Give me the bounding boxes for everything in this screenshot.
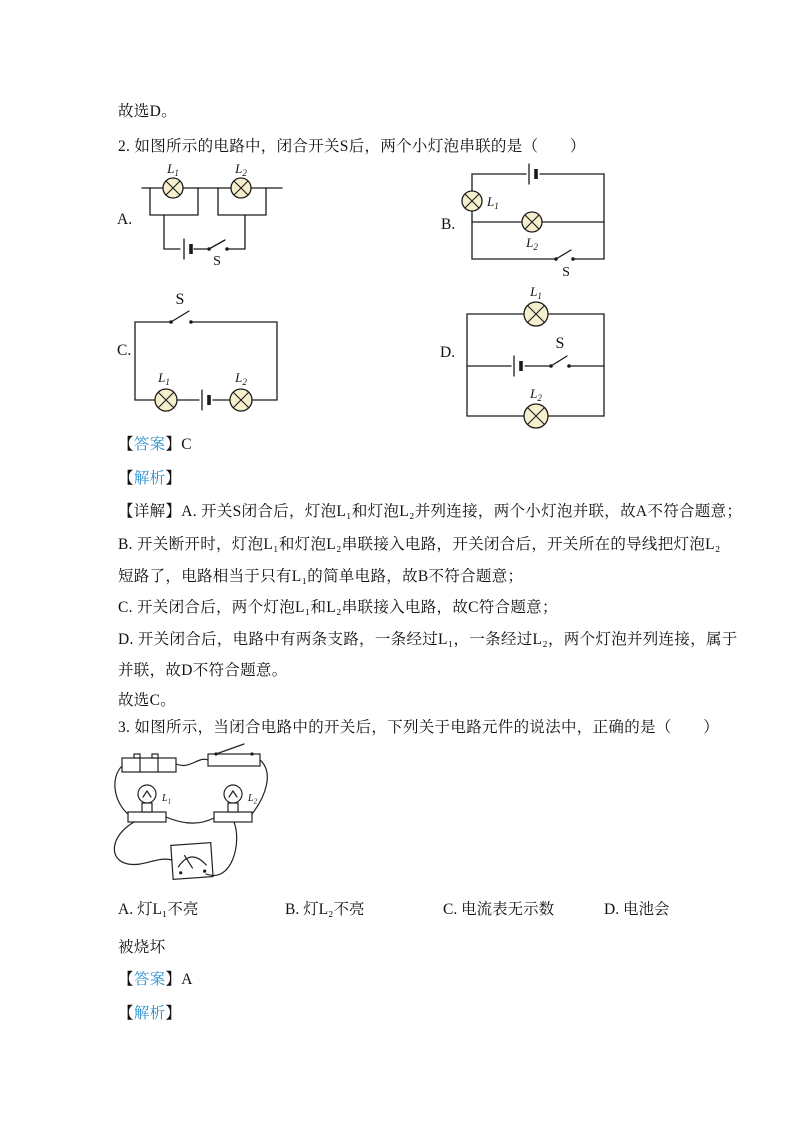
q2-option-d-label: D. [440,344,456,361]
q2-detail-line-5: D. 开关闭合后，电路中有两条支路，一条经过L₁，一条经过L₂，两个灯泡并列连接，属于 [118,631,738,648]
lamp-l1-label: $L_1$ [530,284,542,301]
lamp-l2 [522,212,542,232]
q2-detail-line-2: B. 开关断开时，灯泡L₁和灯泡L₂串联接入电路，开关闭合后，开关所在的导线把灯泡L₂ [118,536,721,553]
circuit-diagram-c [120,290,295,422]
battery-symbol [529,164,536,184]
lamp-l1 [524,302,548,326]
q1-conclusion: 故选D。 [118,103,177,120]
lamp-l1 [462,191,482,211]
switch-symbol [207,240,229,251]
q3-analysis-label: 解析 [133,1005,166,1022]
q3-circuit-sketch [106,744,296,894]
switch-symbol [554,250,575,261]
bracket-open: 【 [118,971,134,988]
lamp-l1-label: $L_1$ [162,793,172,806]
lamp-l2 [230,389,252,411]
q2-answer-label: 答案 [133,436,166,453]
bracket-close: 】 [165,436,182,453]
q3-option-d: D. 电池会 [604,901,670,918]
bracket-open: 【 [118,436,134,453]
knife-switch [208,744,260,766]
q3-answer-value: A [181,971,193,988]
lamp-l2 [524,404,548,428]
bracket-open: 【 [118,470,134,487]
lamp-l2-sketch [214,785,252,822]
q2-answer-value: C [181,436,192,453]
switch-label: S [562,265,570,280]
q3-option-c: C. 电流表无示数 [443,901,555,918]
lamp-l1 [155,389,177,411]
battery-symbol [202,390,209,410]
circuit-diagram-a [128,158,298,283]
lamp-l1-label: $L_1$ [487,194,499,211]
lamp-l2-label: $L_2$ [235,161,247,178]
lamp-l2 [231,178,251,198]
lamp-l1-label: $L_1$ [167,161,179,178]
wires [135,322,277,400]
q3-analysis-line [118,1003,181,1025]
q2-analysis-label: 解析 [133,470,166,487]
q2-detail-line-1: 【详解】A. 开关S闭合后，灯泡L₁和灯泡L₂并列连接，两个小灯泡并联，故A不符合题意； [118,503,743,520]
circuit-diagram-b [452,158,627,283]
bracket-close: 】 [165,470,182,487]
battery-symbol [514,356,521,376]
lamp-l2-label: $L_2$ [530,386,542,403]
q3-option-d-overflow: 被烧坏 [118,939,166,956]
bracket-open: 【 [118,1005,134,1022]
bracket-close: 】 [165,971,182,988]
q2-option-c-label: C. [117,342,132,359]
switch-label: S [175,291,185,308]
q3-option-a: A. 灯L₁不亮 [118,901,199,918]
lamp-l2-label: $L_2$ [526,235,538,252]
lamp-l2-label: $L_2$ [235,370,247,387]
q2-analysis-line [118,468,181,490]
battery-symbol [184,239,191,259]
battery-pack [122,754,176,772]
q2-conclusion: 故选C。 [118,692,177,709]
q2-stem: 2. 如图所示的电路中，闭合开关S后，两个小灯泡串联的是（ ） [118,138,586,155]
q2-detail-line-6: 并联，故D不符合题意。 [118,662,288,679]
q2-answer-line [118,434,192,456]
wires [142,188,282,249]
circuit-diagram-d [452,284,627,436]
q2-option-a-label: A. [117,211,133,228]
switch-symbol [169,311,193,324]
switch-label: S [213,254,221,269]
q2-detail-line-3: 短路了，电路相当于只有L₁的简单电路，故B不符合题意； [118,568,524,585]
q3-answer-line [118,969,193,991]
lamp-l1-label: $L_1$ [158,370,170,387]
bracket-close: 】 [165,1005,182,1022]
switch-symbol [549,356,571,368]
lamp-l1 [163,178,183,198]
q3-answer-label: 答案 [133,971,166,988]
lamp-l1-sketch [128,785,166,822]
q2-option-b-label: B. [441,216,456,233]
q3-option-b: B. 灯L₂不亮 [285,901,365,918]
q3-stem: 3. 如图所示，当闭合电路中的开关后，下列关于电路元件的说法中，正确的是（ ） [118,719,720,736]
lamp-l2-label: $L_2$ [248,793,258,806]
q2-detail-line-4: C. 开关闭合后，两个灯泡L₁和L₂串联接入电路，故C符合题意； [118,599,558,616]
switch-label: S [555,335,565,352]
